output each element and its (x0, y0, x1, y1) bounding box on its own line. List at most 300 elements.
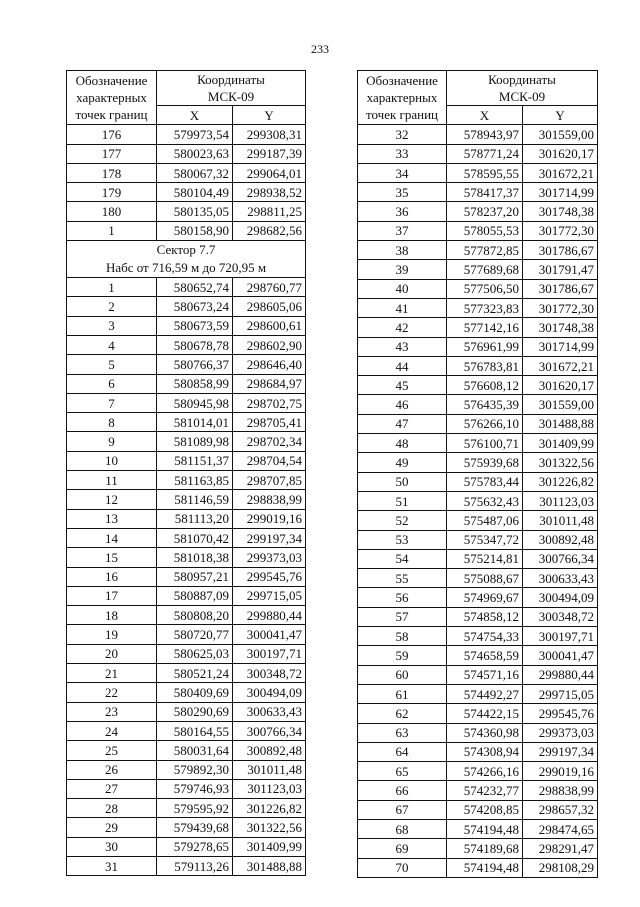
header-point-designation: Обозначение характерных точек границ (358, 71, 447, 125)
table-row (67, 644, 306, 663)
point-id-cell: 48 (358, 434, 447, 453)
x-coordinate-cell: 574189,68 (447, 839, 523, 858)
x-coordinate-cell: 575214,81 (447, 549, 523, 568)
table-row (358, 646, 598, 665)
point-id-cell: 50 (358, 472, 447, 491)
x-coordinate-cell: 581146,59 (157, 490, 233, 509)
point-id-cell: 31 (67, 856, 157, 875)
table-row (67, 856, 306, 875)
point-id-cell: 68 (358, 819, 447, 838)
table-row (67, 721, 306, 740)
y-coordinate-cell: 298707,85 (233, 471, 306, 490)
x-coordinate-cell: 580766,37 (157, 355, 233, 374)
point-id-cell: 9 (67, 432, 157, 451)
x-coordinate-cell: 576266,10 (447, 414, 523, 433)
x-coordinate-cell: 580625,03 (157, 644, 233, 663)
point-id-cell: 15 (67, 548, 157, 567)
header-x: X (447, 106, 523, 125)
point-id-cell: 27 (67, 779, 157, 798)
point-id-cell: 16 (67, 567, 157, 586)
point-id-cell: 41 (358, 298, 447, 317)
table-row (358, 762, 598, 781)
point-id-cell: 25 (67, 741, 157, 760)
x-coordinate-cell: 580164,55 (157, 721, 233, 740)
table-row (358, 453, 598, 472)
point-id-cell: 43 (358, 337, 447, 356)
table-row (67, 528, 306, 547)
table-row (358, 144, 598, 163)
point-id-cell: 177 (67, 144, 157, 163)
point-id-cell: 8 (67, 413, 157, 432)
y-coordinate-cell: 298291,47 (523, 839, 598, 858)
y-coordinate-cell: 301226,82 (523, 472, 598, 491)
point-id-cell: 47 (358, 414, 447, 433)
point-id-cell: 64 (358, 742, 447, 761)
x-coordinate-cell: 574232,77 (447, 781, 523, 800)
x-coordinate-cell: 574969,67 (447, 588, 523, 607)
point-id-cell: 17 (67, 586, 157, 605)
table-row (358, 704, 598, 723)
point-id-cell: 10 (67, 451, 157, 470)
table-row (358, 781, 598, 800)
y-coordinate-cell: 301322,56 (233, 818, 306, 837)
table-row (358, 858, 598, 877)
y-coordinate-cell: 300041,47 (523, 646, 598, 665)
y-coordinate-cell: 301791,47 (523, 260, 598, 279)
y-coordinate-cell: 301488,88 (523, 414, 598, 433)
table-row (358, 472, 598, 491)
point-id-cell: 34 (358, 163, 447, 182)
point-id-cell: 28 (67, 799, 157, 818)
x-coordinate-cell: 579113,26 (157, 856, 233, 875)
y-coordinate-cell: 300766,34 (233, 721, 306, 740)
point-id-cell: 12 (67, 490, 157, 509)
x-coordinate-cell: 580409,69 (157, 683, 233, 702)
page-number: 233 (311, 42, 329, 56)
table-row (358, 800, 598, 819)
point-id-cell: 37 (358, 221, 447, 240)
y-coordinate-cell: 300494,09 (233, 683, 306, 702)
point-id-cell: 46 (358, 395, 447, 414)
header-x: X (157, 106, 233, 125)
y-coordinate-cell: 298760,77 (233, 278, 306, 297)
y-coordinate-cell: 301409,99 (233, 837, 306, 856)
point-id-cell: 7 (67, 393, 157, 412)
x-coordinate-cell: 578595,55 (447, 163, 523, 182)
x-coordinate-cell: 581014,01 (157, 413, 233, 432)
y-coordinate-cell: 301559,00 (523, 125, 598, 144)
x-coordinate-cell: 576961,99 (447, 337, 523, 356)
point-id-cell: 44 (358, 356, 447, 375)
x-coordinate-cell: 577872,85 (447, 241, 523, 260)
point-id-cell: 178 (67, 163, 157, 182)
x-coordinate-cell: 578237,20 (447, 202, 523, 221)
point-id-cell: 53 (358, 530, 447, 549)
table-row (358, 819, 598, 838)
x-coordinate-cell: 579973,54 (157, 125, 233, 144)
y-coordinate-cell: 299187,39 (233, 144, 306, 163)
y-coordinate-cell: 300892,48 (233, 741, 306, 760)
point-id-cell: 45 (358, 376, 447, 395)
table-row (358, 298, 598, 317)
y-coordinate-cell: 299880,44 (233, 606, 306, 625)
x-coordinate-cell: 574266,16 (447, 762, 523, 781)
table-row (358, 723, 598, 742)
x-coordinate-cell: 574308,94 (447, 742, 523, 761)
table-row (67, 335, 306, 354)
x-coordinate-cell: 580023,63 (157, 144, 233, 163)
x-coordinate-cell: 580135,05 (157, 202, 233, 221)
x-coordinate-cell: 579746,93 (157, 779, 233, 798)
point-id-cell: 40 (358, 279, 447, 298)
x-coordinate-cell: 577689,68 (447, 260, 523, 279)
y-coordinate-cell: 301748,38 (523, 202, 598, 221)
point-id-cell: 5 (67, 355, 157, 374)
point-id-cell: 69 (358, 839, 447, 858)
y-coordinate-cell: 298602,90 (233, 335, 306, 354)
y-coordinate-cell: 301226,82 (233, 799, 306, 818)
y-coordinate-cell: 300633,43 (523, 569, 598, 588)
table-row (358, 183, 598, 202)
table-row (358, 376, 598, 395)
point-id-cell: 62 (358, 704, 447, 723)
y-coordinate-cell: 300197,71 (233, 644, 306, 663)
y-coordinate-cell: 298811,25 (233, 202, 306, 221)
table-row (358, 279, 598, 298)
header-y: Y (233, 106, 306, 125)
x-coordinate-cell: 579439,68 (157, 818, 233, 837)
point-id-cell: 6 (67, 374, 157, 393)
y-coordinate-cell: 299545,76 (233, 567, 306, 586)
x-coordinate-cell: 579595,92 (157, 799, 233, 818)
x-coordinate-cell: 580720,77 (157, 625, 233, 644)
y-coordinate-cell: 299019,16 (523, 762, 598, 781)
table-row (358, 395, 598, 414)
point-id-cell: 2 (67, 297, 157, 316)
y-coordinate-cell: 301011,48 (233, 760, 306, 779)
x-coordinate-cell: 581163,85 (157, 471, 233, 490)
y-coordinate-cell: 299197,34 (233, 528, 306, 547)
table-row (67, 183, 306, 202)
y-coordinate-cell: 301488,88 (233, 856, 306, 875)
point-id-cell: 30 (67, 837, 157, 856)
table-row (358, 588, 598, 607)
y-coordinate-cell: 301714,99 (523, 337, 598, 356)
y-coordinate-cell: 299545,76 (523, 704, 598, 723)
point-id-cell: 54 (358, 549, 447, 568)
point-id-cell: 1 (67, 278, 157, 297)
table-row (358, 627, 598, 646)
table-row (67, 221, 306, 240)
y-coordinate-cell: 298657,32 (523, 800, 598, 819)
table-row (67, 837, 306, 856)
x-coordinate-cell: 574422,15 (447, 704, 523, 723)
x-coordinate-cell: 580104,49 (157, 183, 233, 202)
point-id-cell: 19 (67, 625, 157, 644)
x-coordinate-cell: 578943,97 (447, 125, 523, 144)
table-row (358, 202, 598, 221)
point-id-cell: 57 (358, 607, 447, 626)
y-coordinate-cell: 300197,71 (523, 627, 598, 646)
table-row (358, 511, 598, 530)
y-coordinate-cell: 300494,09 (523, 588, 598, 607)
table-row (67, 818, 306, 837)
x-coordinate-cell: 574194,48 (447, 819, 523, 838)
point-id-cell: 65 (358, 762, 447, 781)
table-row (67, 799, 306, 818)
y-coordinate-cell: 299197,34 (523, 742, 598, 761)
x-coordinate-cell: 578055,53 (447, 221, 523, 240)
y-coordinate-cell: 299880,44 (523, 665, 598, 684)
point-id-cell: 179 (67, 183, 157, 202)
y-coordinate-cell: 299715,05 (233, 586, 306, 605)
point-id-cell: 49 (358, 453, 447, 472)
y-coordinate-cell: 299064,01 (233, 163, 306, 182)
x-coordinate-cell: 580945,98 (157, 393, 233, 412)
x-coordinate-cell: 575088,67 (447, 569, 523, 588)
x-coordinate-cell: 580158,90 (157, 221, 233, 240)
point-id-cell: 26 (67, 760, 157, 779)
y-coordinate-cell: 299373,03 (523, 723, 598, 742)
table-row (358, 163, 598, 182)
x-coordinate-cell: 577142,16 (447, 318, 523, 337)
table-row (358, 318, 598, 337)
point-id-cell: 61 (358, 684, 447, 703)
table-row (358, 569, 598, 588)
y-coordinate-cell: 300041,47 (233, 625, 306, 644)
table-row (358, 414, 598, 433)
y-coordinate-cell: 300348,72 (523, 607, 598, 626)
point-id-cell: 55 (358, 569, 447, 588)
x-coordinate-cell: 575939,68 (447, 453, 523, 472)
point-id-cell: 176 (67, 125, 157, 144)
table-row (67, 779, 306, 798)
x-coordinate-cell: 576100,71 (447, 434, 523, 453)
y-coordinate-cell: 298108,29 (523, 858, 598, 877)
point-id-cell: 22 (67, 683, 157, 702)
point-id-cell: 23 (67, 702, 157, 721)
table-row (67, 374, 306, 393)
point-id-cell: 13 (67, 509, 157, 528)
y-coordinate-cell: 299373,03 (233, 548, 306, 567)
y-coordinate-cell: 298600,61 (233, 316, 306, 335)
point-id-cell: 20 (67, 644, 157, 663)
y-coordinate-cell: 300892,48 (523, 530, 598, 549)
y-coordinate-cell: 299308,31 (233, 125, 306, 144)
y-coordinate-cell: 300766,34 (523, 549, 598, 568)
table-row (67, 586, 306, 605)
x-coordinate-cell: 574858,12 (447, 607, 523, 626)
table-row (67, 509, 306, 528)
table-row (67, 471, 306, 490)
x-coordinate-cell: 576608,12 (447, 376, 523, 395)
y-coordinate-cell: 299715,05 (523, 684, 598, 703)
table-row (358, 125, 598, 144)
point-id-cell: 42 (358, 318, 447, 337)
x-coordinate-cell: 575632,43 (447, 491, 523, 510)
x-coordinate-cell: 574571,16 (447, 665, 523, 684)
x-coordinate-cell: 580957,21 (157, 567, 233, 586)
x-coordinate-cell: 581070,42 (157, 528, 233, 547)
y-coordinate-cell: 301011,48 (523, 511, 598, 530)
x-coordinate-cell: 574194,48 (447, 858, 523, 877)
y-coordinate-cell: 301672,21 (523, 163, 598, 182)
header-y: Y (523, 106, 598, 125)
y-coordinate-cell: 301672,21 (523, 356, 598, 375)
point-id-cell: 66 (358, 781, 447, 800)
y-coordinate-cell: 301123,03 (523, 491, 598, 510)
table-row (358, 356, 598, 375)
x-coordinate-cell: 580673,59 (157, 316, 233, 335)
table-row (67, 741, 306, 760)
point-id-cell: 38 (358, 241, 447, 260)
x-coordinate-cell: 577323,83 (447, 298, 523, 317)
x-coordinate-cell: 580858,99 (157, 374, 233, 393)
table-row (67, 413, 306, 432)
point-id-cell: 60 (358, 665, 447, 684)
x-coordinate-cell: 580808,20 (157, 606, 233, 625)
table-row (358, 549, 598, 568)
point-id-cell: 32 (358, 125, 447, 144)
y-coordinate-cell: 298605,06 (233, 297, 306, 316)
point-id-cell: 39 (358, 260, 447, 279)
table-row (67, 297, 306, 316)
y-coordinate-cell: 300348,72 (233, 664, 306, 683)
y-coordinate-cell: 301786,67 (523, 279, 598, 298)
table-row (67, 490, 306, 509)
point-id-cell: 4 (67, 335, 157, 354)
y-coordinate-cell: 298702,34 (233, 432, 306, 451)
x-coordinate-cell: 576435,39 (447, 395, 523, 414)
point-id-cell: 3 (67, 316, 157, 335)
y-coordinate-cell: 301322,56 (523, 453, 598, 472)
table-row (67, 278, 306, 297)
y-coordinate-cell: 301748,38 (523, 318, 598, 337)
x-coordinate-cell: 580673,24 (157, 297, 233, 316)
table-row (358, 491, 598, 510)
table-row (358, 530, 598, 549)
coordinates-table-right (357, 70, 598, 878)
y-coordinate-cell: 299019,16 (233, 509, 306, 528)
y-coordinate-cell: 301772,30 (523, 221, 598, 240)
table-row (67, 664, 306, 683)
point-id-cell: 36 (358, 202, 447, 221)
x-coordinate-cell: 579892,30 (157, 760, 233, 779)
header-coordinates: Координаты МСК-09 (447, 71, 598, 106)
y-coordinate-cell: 298682,56 (233, 221, 306, 240)
table-row (67, 163, 306, 182)
table-row (67, 432, 306, 451)
x-coordinate-cell: 581018,38 (157, 548, 233, 567)
point-id-cell: 58 (358, 627, 447, 646)
sector-heading: Сектор 7.7 Набс от 716,59 м до 720,95 м (67, 241, 306, 278)
x-coordinate-cell: 580678,78 (157, 335, 233, 354)
y-coordinate-cell: 301123,03 (233, 779, 306, 798)
point-id-cell: 67 (358, 800, 447, 819)
header-point-designation: Обозначение характерных точек границ (67, 71, 157, 125)
table-row (358, 337, 598, 356)
x-coordinate-cell: 576783,81 (447, 356, 523, 375)
x-coordinate-cell: 578771,24 (447, 144, 523, 163)
table-row (67, 625, 306, 644)
point-id-cell: 56 (358, 588, 447, 607)
table-row (67, 316, 306, 335)
x-coordinate-cell: 580521,24 (157, 664, 233, 683)
x-coordinate-cell: 578417,37 (447, 183, 523, 202)
point-id-cell: 52 (358, 511, 447, 530)
table-row (358, 260, 598, 279)
x-coordinate-cell: 575487,06 (447, 511, 523, 530)
y-coordinate-cell: 301786,67 (523, 241, 598, 260)
table-row (358, 607, 598, 626)
x-coordinate-cell: 580031,64 (157, 741, 233, 760)
x-coordinate-cell: 575347,72 (447, 530, 523, 549)
y-coordinate-cell: 298705,41 (233, 413, 306, 432)
x-coordinate-cell: 580652,74 (157, 278, 233, 297)
coordinates-table-left (66, 70, 306, 876)
header-coordinates: Координаты МСК-09 (157, 71, 306, 106)
table-row (67, 144, 306, 163)
x-coordinate-cell: 579278,65 (157, 837, 233, 856)
table-row (67, 683, 306, 702)
point-id-cell: 70 (358, 858, 447, 877)
y-coordinate-cell: 298838,99 (523, 781, 598, 800)
table-row (67, 451, 306, 470)
table-row (358, 221, 598, 240)
x-coordinate-cell: 574492,27 (447, 684, 523, 703)
point-id-cell: 11 (67, 471, 157, 490)
table-row (67, 202, 306, 221)
point-id-cell: 21 (67, 664, 157, 683)
y-coordinate-cell: 298474,65 (523, 819, 598, 838)
x-coordinate-cell: 580067,32 (157, 163, 233, 182)
table-row (358, 742, 598, 761)
table-row (67, 355, 306, 374)
y-coordinate-cell: 298702,75 (233, 393, 306, 412)
point-id-cell: 35 (358, 183, 447, 202)
table-row (67, 606, 306, 625)
x-coordinate-cell: 580887,09 (157, 586, 233, 605)
point-id-cell: 24 (67, 721, 157, 740)
table-row (358, 241, 598, 260)
y-coordinate-cell: 301409,99 (523, 434, 598, 453)
y-coordinate-cell: 298938,52 (233, 183, 306, 202)
y-coordinate-cell: 300633,43 (233, 702, 306, 721)
y-coordinate-cell: 298838,99 (233, 490, 306, 509)
y-coordinate-cell: 301620,17 (523, 144, 598, 163)
y-coordinate-cell: 301772,30 (523, 298, 598, 317)
point-id-cell: 33 (358, 144, 447, 163)
point-id-cell: 63 (358, 723, 447, 742)
table-row (67, 702, 306, 721)
x-coordinate-cell: 581151,37 (157, 451, 233, 470)
table-row (67, 125, 306, 144)
table-row (67, 567, 306, 586)
table-row (67, 548, 306, 567)
y-coordinate-cell: 301559,00 (523, 395, 598, 414)
table-row (358, 665, 598, 684)
table-row (358, 839, 598, 858)
table-row (67, 760, 306, 779)
table-row (67, 393, 306, 412)
x-coordinate-cell: 577506,50 (447, 279, 523, 298)
y-coordinate-cell: 298684,97 (233, 374, 306, 393)
point-id-cell: 180 (67, 202, 157, 221)
x-coordinate-cell: 575783,44 (447, 472, 523, 491)
point-id-cell: 29 (67, 818, 157, 837)
x-coordinate-cell: 574754,33 (447, 627, 523, 646)
y-coordinate-cell: 301620,17 (523, 376, 598, 395)
